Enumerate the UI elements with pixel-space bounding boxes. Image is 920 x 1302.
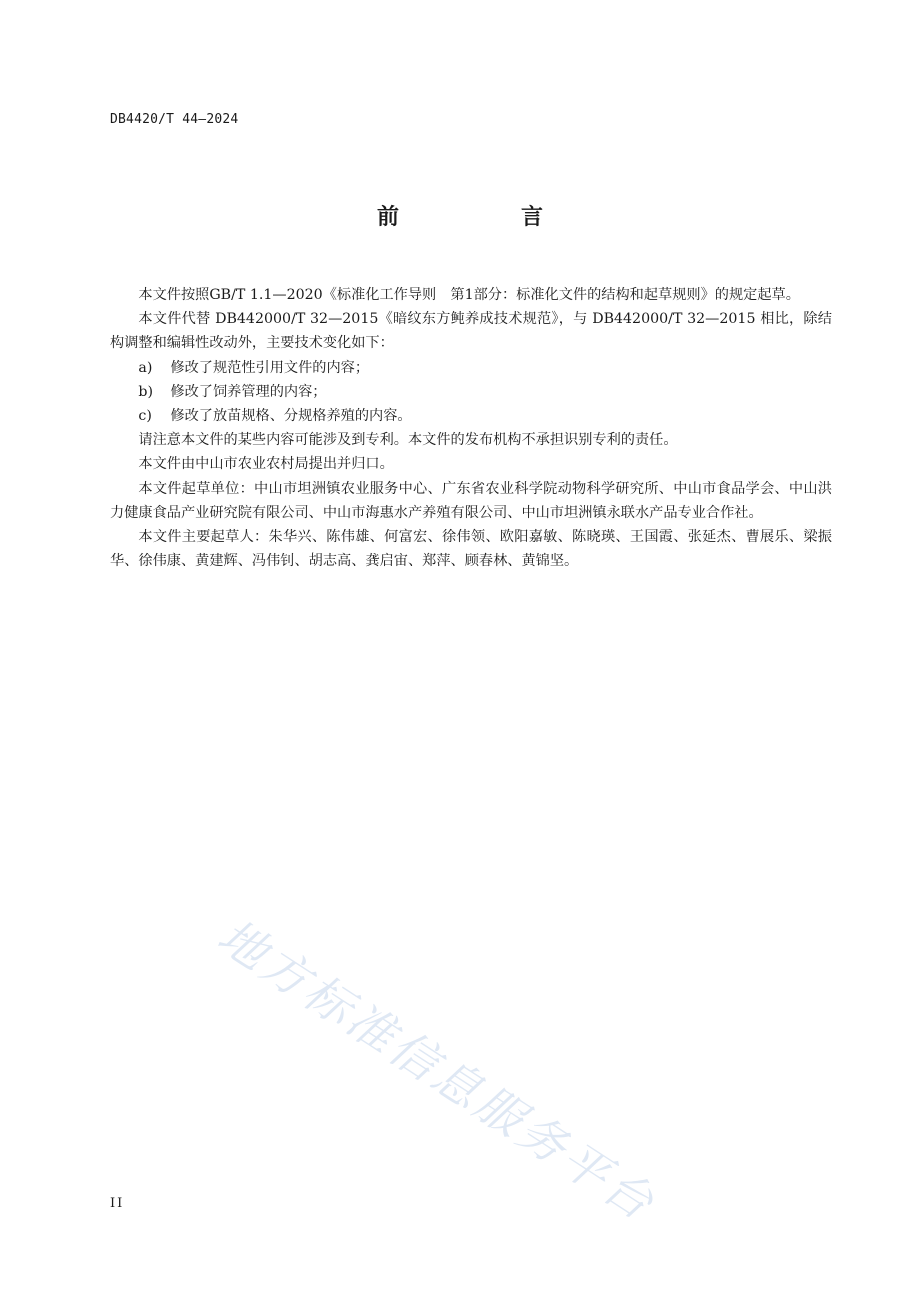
change-item-marker: c) — [138, 408, 152, 425]
change-item-marker: a) — [138, 359, 153, 376]
change-item-marker: b) — [138, 383, 154, 400]
paragraph-drafters: 本文件主要起草人：朱华兴、陈伟雄、何富宏、徐伟领、欧阳嘉敏、陈晓瑛、王国霞、张延杰、曹展乐、梁振华、徐伟康、黄建辉、冯伟钊、胡志高、龚启宙、郑萍、顾春林、黄锦坚。 — [110, 529, 832, 570]
change-item — [110, 380, 832, 404]
paragraph-drafting-rules: 本文件按照GB/T 1.1—2020《标准化工作导则 第1部分：标准化文件的结构和起草规则》的规定起草。 — [138, 287, 800, 303]
change-item — [110, 404, 832, 428]
foreword-body — [110, 283, 832, 573]
change-item-text: 修改了饲养管理的内容； — [170, 383, 327, 400]
change-item-text: 修改了放苗规格、分规格养殖的内容。 — [170, 408, 412, 425]
page-number: II — [110, 1196, 125, 1211]
paragraph-replacement: 本文件代替 DB442000/T 32—2015《暗纹东方鲀养成技术规范》，与 DB442000/T 32—2015 相比，除结构调整和编辑性改动外，主要技术变化如下： — [110, 311, 832, 352]
paragraph-proposer: 本文件由中山市农业农村局提出并归口。 — [138, 456, 394, 473]
paragraph-drafting-units: 本文件起草单位：中山市坦洲镇农业服务中心、广东省农业科学院动物科学研究所、中山市食品学会、中山洪力健康食品产业研究院有限公司、中山市海惠水产养殖有限公司、中山市坦洲镇永联水产品专业合作社。 — [110, 480, 832, 521]
watermark: 地方标准信息服务平台 — [207, 908, 666, 1233]
page-title: 前 言 — [376, 205, 593, 230]
standard-code: DB4420/T 44—2024 — [110, 112, 239, 127]
change-item-text: 修改了规范性引用文件的内容； — [170, 359, 370, 376]
change-item — [110, 356, 832, 380]
paragraph-patent-notice: 请注意本文件的某些内容可能涉及到专利。本文件的发布机构不承担识别专利的责任。 — [138, 432, 678, 449]
